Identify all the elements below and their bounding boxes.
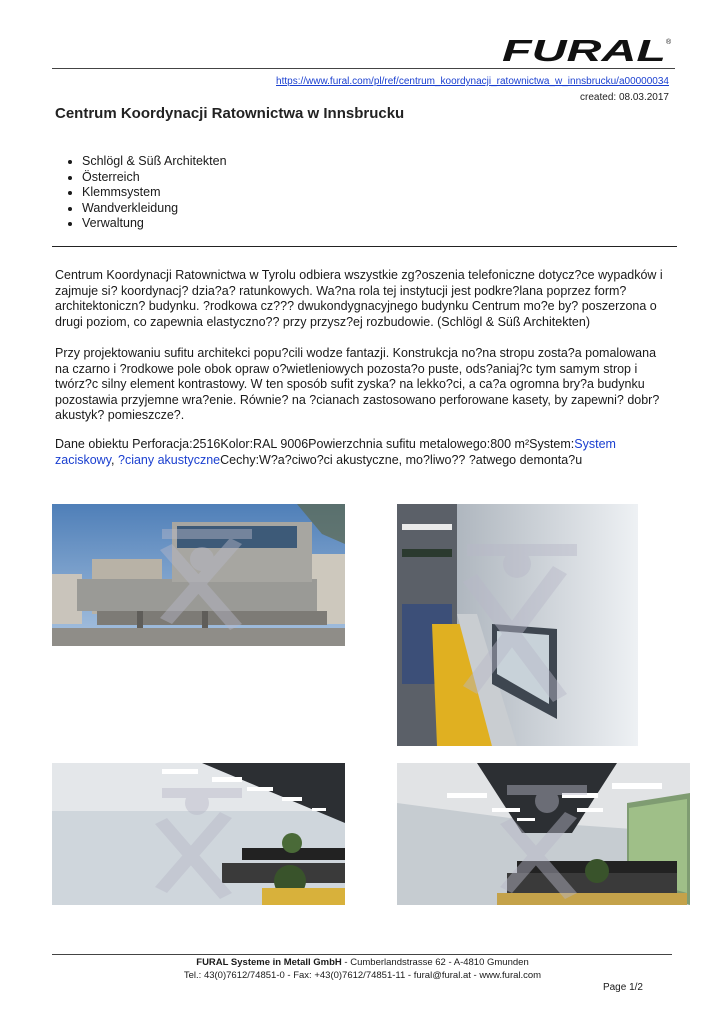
footer-company-line [0,957,725,968]
tag-item: • Österreich [82,170,227,186]
open-office-photo [397,763,690,905]
building-exterior-photo [52,504,345,646]
ceiling-paragraph: Przy projektowaniu sufitu architekci popu?cili wodze fantazji. Konstrukcja no?na stropu zosta?a pomalowana na czarno i ?rodkowe pole obok opraw o?wietleniowych pozosta?o puste, ods?aniaj?c tym samym strop i twórz?c silny element kontrastowy. W ten sposób sufit zyska? na lekko?ci, a ca?a ogromna bry?a budynku pozostawia przyjemne wra?enie. Równie? na ?cianach zastosowano perforowane kasety, by zapewni? dobr? akustyk? pomieszcze?. [55,346,660,422]
details-features: Cechy:W?a?ciwo?ci akustyczne, mo?liwo?? ?atwego demonta?u [220,452,583,467]
tag-item: • Klemmsystem [82,185,227,201]
tag-item: • Wandverkleidung [82,201,227,217]
svg-text:®: ® [666,39,672,46]
footer-contact: Tel.: 43(0)7612/74851-0 - Fax: +43(0)7612/74851-11 - fural@fural.at - www.fural.com [183,970,542,981]
footer-address: - Cumberlandstrasse 62 - A-4810 Gmunden [341,957,529,968]
office-ceiling-photo [52,763,345,905]
logo-text: FURAL [502,34,666,66]
footer-company: FURAL Systeme in Metall GmbH [196,957,342,968]
page-number: Page 1/2 [602,982,643,993]
corridor-photo [397,504,638,746]
header-divider [52,68,675,69]
created-date: created: 08.03.2017 [580,92,669,103]
tag-item: • Schlögl & Süß Architekten [82,154,227,170]
section-divider [52,246,677,247]
project-details [55,437,670,468]
reference-url-link[interactable]: https://www.fural.com/pl/ref/centrum_koordynacji_ratownictwa_w_innsbrucku/a00000034 [276,76,669,87]
page-title: Centrum Koordynacji Ratownictwa w Innsbrucku [55,105,405,122]
acoustic-walls-link[interactable]: ?ciany akustyczne [118,452,221,467]
fural-logo [500,34,675,66]
footer-divider [52,954,672,955]
tag-list [68,154,227,232]
description-paragraph: Centrum Koordynacji Ratownictwa w Tyrolu odbiera wszystkie zg?oszenia telefoniczne dotycz?ce wypadków i zajmuje si? koordynacj? dzia?a? ratunkowych. Wa?na rola tej instytucji jest podkre?lana poprzez form? architektoniczn? budynku. ?rodkowa cz??? dwukondygnacyjnego budynku Centrum mo?e by? poszerzona o drugi poziom, co zapewnia elastyczno?? przy przysz?ej rozbudowie. (Schlögl & Süß Architekten) [55,268,663,329]
details-text: Dane obiektu Perforacja:2516Kolor:RAL 9006Powierzchnia sufitu metalowego:800 m²System: [55,437,575,451]
details-separator: , [111,452,115,467]
tag-item: • Verwaltung [82,216,227,232]
system-link[interactable]: System zaciskowy [55,437,616,467]
